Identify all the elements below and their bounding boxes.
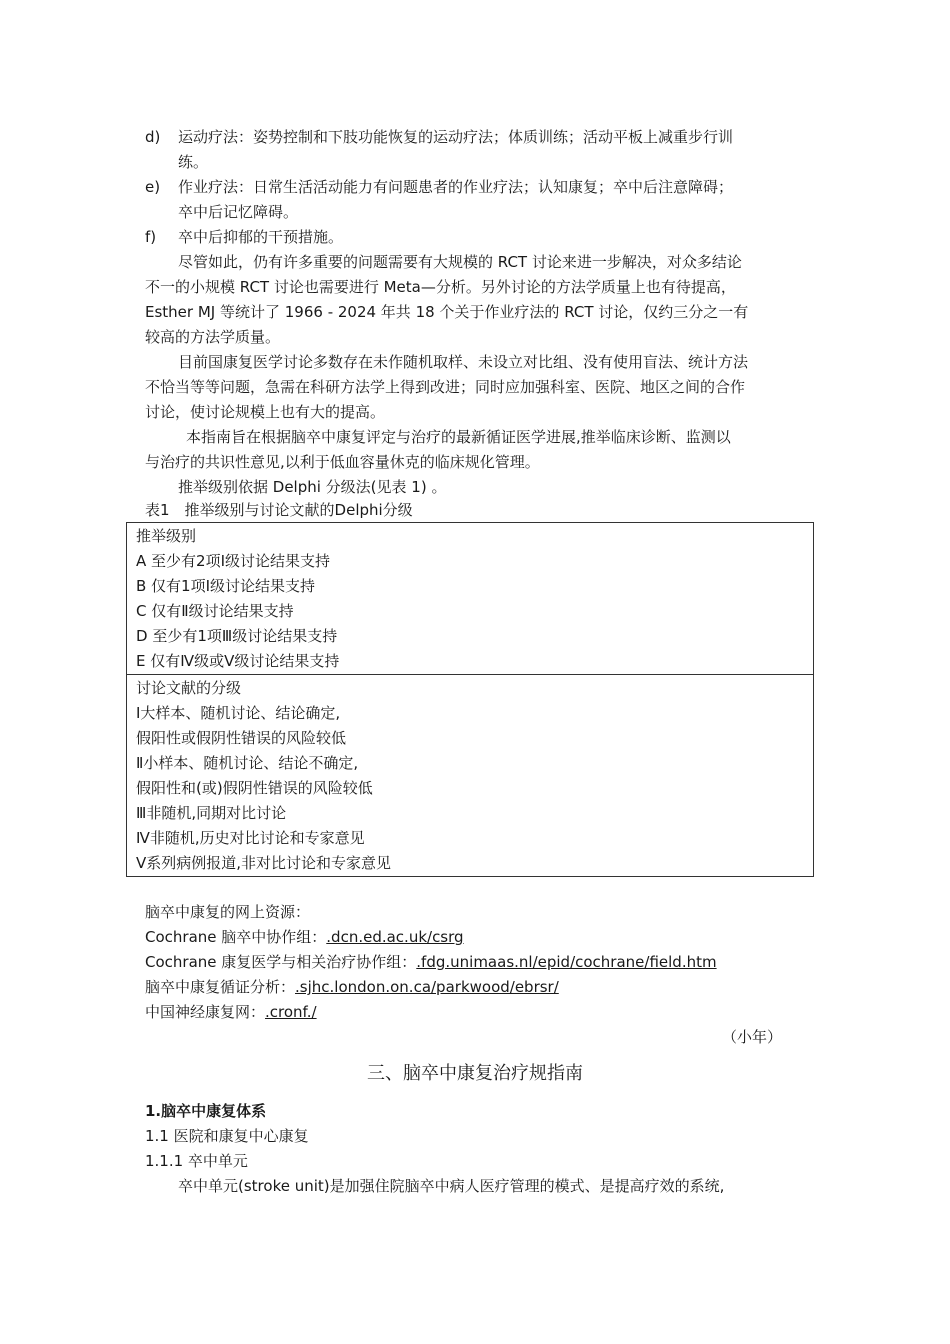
table-row: Ⅱ小样本、随机讨论、结论不确定, [136,754,359,772]
paragraph-line: 较高的方法学质量。 [145,328,281,346]
subheading-1-1: 1.1 医院和康复中心康复 [145,1127,309,1145]
list-item-text: 卒中后抑郁的干预措施。 [178,228,344,246]
resource-line [145,975,559,1000]
resource-label: Cochrane 康复医学与相关治疗协作组： [145,953,417,971]
list-item-text: 卒中后记忆障碍。 [178,203,299,221]
table-row: 推举级别 [136,527,197,545]
list-item-text: 运动疗法：姿势控制和下肢功能恢复的运动疗法；体质训练；活动平板上减重步行训 [178,128,734,146]
table-row: C 仅有Ⅱ级讨论结果支持 [136,602,294,620]
list-marker: e) [145,178,161,196]
resource-line [145,925,464,950]
paragraph-line: 推举级别依据 Delphi 分级法(见表 1) 。 [178,478,447,496]
subheading-1-1-1: 1.1.1 卒中单元 [145,1152,248,1170]
resource-link[interactable]: .cronf./ [265,1003,317,1021]
paragraph-line: 本指南旨在根据脑卒中康复评定与治疗的最新循证医学进展,推举临床诊断、监测以 [186,428,731,446]
resource-label: Cochrane 脑卒中协作组： [145,928,327,946]
table-row: Ⅳ非随机,历史对比讨论和专家意见 [136,829,365,847]
subheading-1: 1.脑卒中康复体系 [145,1102,267,1120]
table-row: 假阳性和(或)假阴性错误的风险较低 [136,779,373,797]
table-row: 假阳性或假阴性错误的风险较低 [136,729,347,747]
paragraph-line: 不一的小规模 RCT 讨论也需要进行 Meta—分析。另外讨论的方法学质量上也有待提高， [145,278,736,296]
table-section-recommendation [127,523,813,674]
table-row: D 至少有1项Ⅲ级讨论结果支持 [136,627,338,645]
paragraph-line: 讨论，使讨论规模上也有大的提高。 [145,403,386,421]
resource-link[interactable]: .dcn.ed.ac.uk/csrg [326,928,464,946]
resources-title: 脑卒中康复的网上资源： [145,903,311,921]
author-signature: （小年） [722,1028,783,1046]
resource-link[interactable]: .fdg.unimaas.nl/epid/cochrane/field.htm [416,953,717,971]
list-item-text: 作业疗法：日常生活活动能力有问题患者的作业疗法；认知康复；卒中后注意障碍； [178,178,734,196]
paragraph-line: 尽管如此，仍有许多重要的问题需要有大规模的 RCT 讨论来进一步解决，对众多结论 [178,253,742,271]
resource-link[interactable]: .sjhc.london.on.ca/parkwood/ebrsr/ [295,978,559,996]
list-item-text: 练。 [178,153,209,171]
resource-label: 脑卒中康复循证分析： [145,978,296,996]
body-paragraph: 卒中单元(stroke unit)是加强住院脑卒中病人医疗管理的模式、是提高疗效的系统, [178,1177,725,1195]
delphi-table [126,522,814,877]
table-row: E 仅有Ⅳ级或Ⅴ级讨论结果支持 [136,652,340,670]
list-marker: d) [145,128,161,146]
resource-line [145,1000,317,1025]
section-heading: 三、脑卒中康复治疗规指南 [367,1063,583,1084]
resource-line [145,950,717,975]
table-row: B 仅有1项Ⅰ级讨论结果支持 [136,577,316,595]
table-caption: 表1 推举级别与讨论文献的Delphi分级 [145,501,413,519]
paragraph-line: 目前国康复医学讨论多数存在未作随机取样、未设立对比组、没有使用盲法、统计方法 [178,353,749,371]
table-row: A 至少有2项Ⅰ级讨论结果支持 [136,552,330,570]
table-row: Ⅲ非随机,同期对比讨论 [136,804,287,822]
paragraph-line: 不恰当等等问题，急需在科研方法学上得到改进；同时应加强科室、医院、地区之间的合作 [145,378,746,396]
table-row: Ⅴ系列病例报道,非对比讨论和专家意见 [136,854,392,872]
table-row: 讨论文献的分级 [136,679,242,697]
paragraph-line: Esther MJ 等统计了 1966 - 2024 年共 18 个关于作业疗法的 RCT 讨论，仅约三分之一有 [145,303,749,321]
paragraph-line: 与治疗的共识性意见,以利于低血容量休克的临床规化管理。 [145,453,540,471]
list-marker: f) [145,228,157,246]
table-row: Ⅰ大样本、随机讨论、结论确定, [136,704,341,722]
table-section-evidence [127,674,813,876]
resource-label: 中国神经康复网： [145,1003,266,1021]
